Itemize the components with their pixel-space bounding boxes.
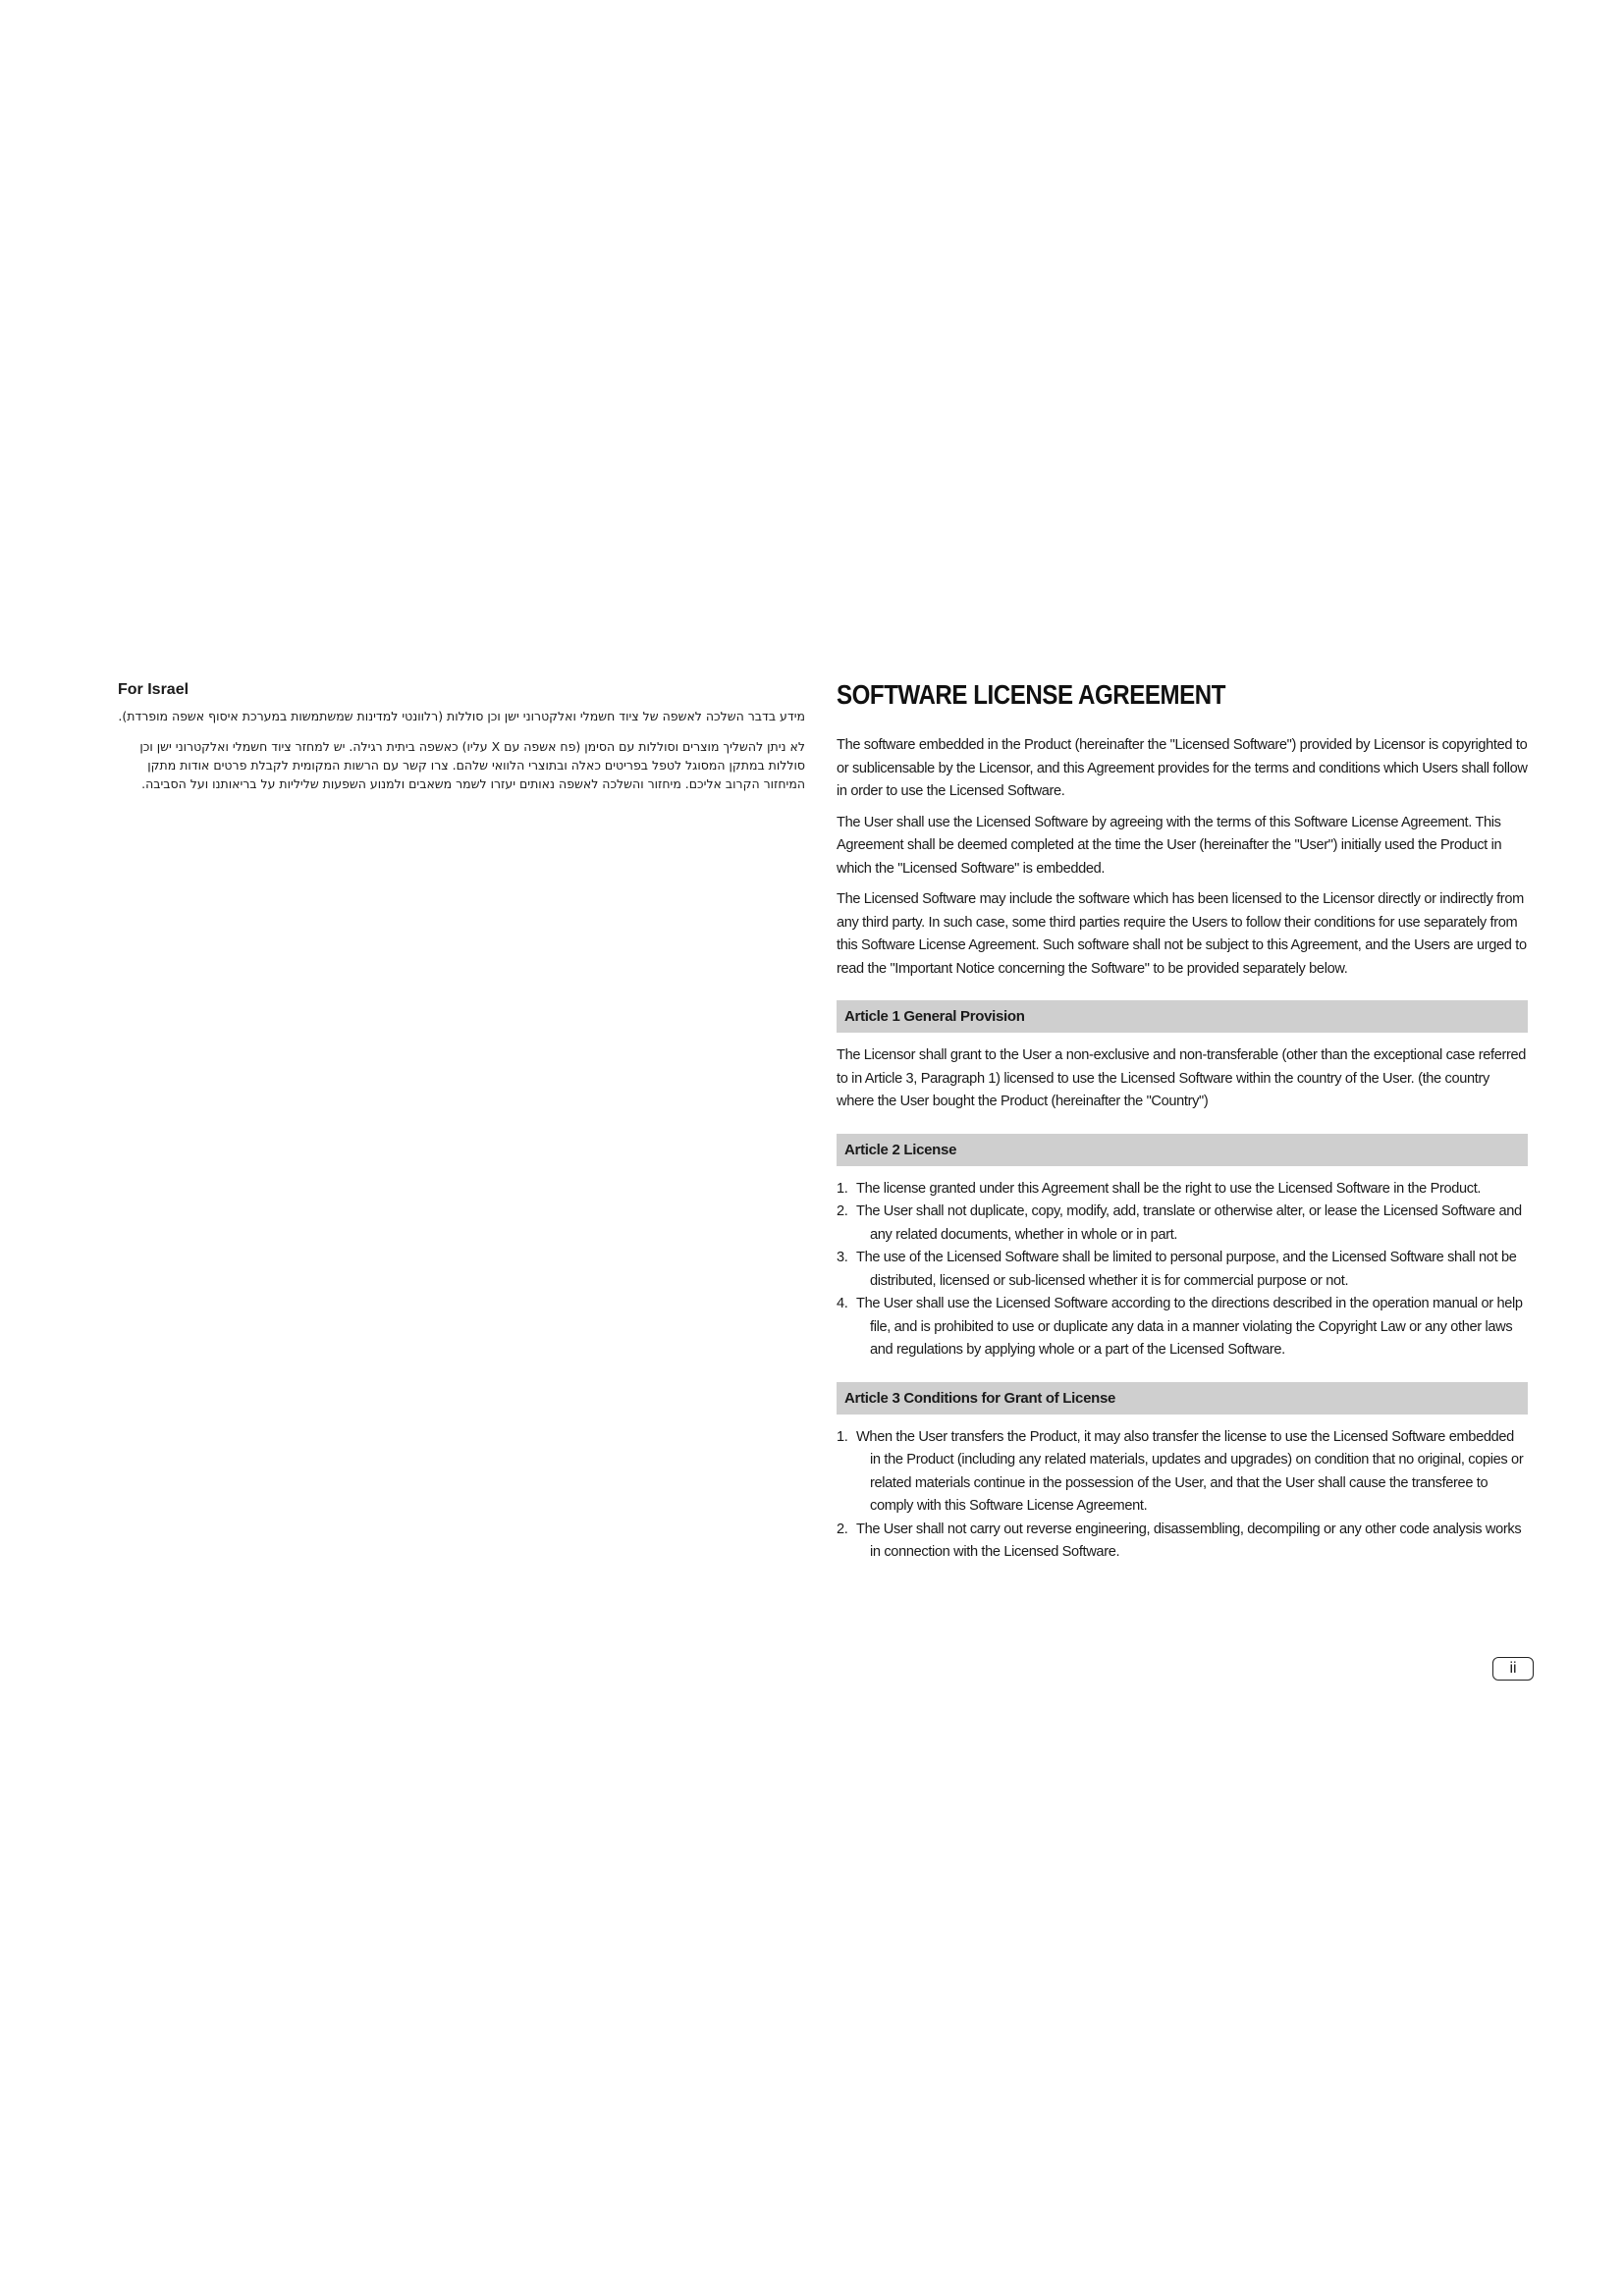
article-2-list	[837, 1178, 1528, 1362]
list-item	[837, 1293, 1528, 1362]
item-text: The license granted under this Agreement shall be the right to use the Licensed Software in the Product.	[856, 1180, 1482, 1197]
intro-paragraph-1: The software embedded in the Product (hereinafter the "Licensed Software") provided by Licensor is copyrighted to or sublicensable by the Licensor, and this Agreement provides for the terms and conditions which Users shall follow in order to use the Licensed Software.	[837, 737, 1528, 799]
hebrew-paragraph-1: מידע בדבר השלכה לאשפה של ציוד חשמלי ואלקטרוני ישן וכן סוללות (רלוונטי למדינות שמשתמשות במערכת איסוף אשפה מופרדת).	[118, 709, 805, 723]
item-number: 4.	[837, 1296, 848, 1311]
intro-paragraph-2: The User shall use the Licensed Software by agreeing with the terms of this Software License Agreement. This Agreement shall be deemed completed at the time the User (hereinafter the "User") initially used the Product in which the "Licensed Software" is embedded.	[837, 814, 1502, 877]
item-text: The User shall not carry out reverse engineering, disassembling, decompiling or any other code analysis works in connection with the Licensed Software.	[856, 1521, 1522, 1560]
list-item	[837, 1178, 1528, 1201]
page-number: ii	[1492, 1657, 1534, 1681]
israel-heading: For Israel	[118, 681, 189, 698]
list-item	[837, 1426, 1528, 1519]
intro-paragraph-3: The Licensed Software may include the software which has been licensed to the Licensor directly or indirectly from any third party. In such case, some third parties require the Users to follow their conditions for use separately from this Software License Agreement. Such software shall not be subject to this Agreement, and the Users are urged to read the "Important Notice concerning the Software" to be provided separately below.	[837, 891, 1527, 977]
item-number: 1.	[837, 1428, 848, 1445]
item-text: The use of the Licensed Software shall be limited to personal purpose, and the Licensed Software shall not be distributed, licensed or sub-licensed whether it is for commercial purpose or not.	[856, 1250, 1517, 1289]
item-text: When the User transfers the Product, it may also transfer the license to use the Licensed Software embedded in the Product (including any related materials, updates and upgrades) on condition that no original, copies or related materials continue in the possession of the User, and that the User shall cause the transferee to comply with this Software License Agreement.	[856, 1428, 1524, 1514]
article-3-heading: Article 3 Conditions for Grant of License	[837, 1382, 1528, 1415]
item-number: 1.	[837, 1180, 848, 1197]
item-number: 2.	[837, 1521, 848, 1537]
list-item	[837, 1247, 1528, 1293]
item-number: 3.	[837, 1250, 848, 1265]
item-number: 2.	[837, 1203, 848, 1219]
hebrew-paragraph-2: לא ניתן להשליך מוצרים וסוללות עם הסימן (פח אשפה עם X עליו) כאשפה ביתית רגילה. יש למחזר ציוד חשמלי ואלקטרוני ישן וכן סוללות במתקן המסוגל לטפל בפריטים כאלה ובתוצרי הלוואי שלהם. צרו קשר עם הרשות המקומית לקבלת פרטים אודות מתקן המיחזור הקרוב אליכם. מיחזור והשלכה לאשפה נאותים יעזרו לשמר משאבים ולמנוע השפעות שליליות על בריאותנו ועל הסביבה.	[139, 739, 805, 791]
license-agreement-section	[837, 679, 1528, 1565]
item-text: The User shall not duplicate, copy, modify, add, translate or otherwise alter, or lease the Licensed Software and any related documents, whether in whole or in part.	[856, 1203, 1522, 1243]
list-item	[837, 1201, 1528, 1247]
article-3-list	[837, 1426, 1528, 1565]
list-item	[837, 1519, 1528, 1565]
page-title: SOFTWARE LICENSE AGREEMENT	[837, 679, 1225, 710]
article-1-text: The Licensor shall grant to the User a non-exclusive and non-transferable (other than the exceptional case referred to in Article 3, Paragraph 1) licensed to use the Licensed Software within the country of the User. (the country where the User bought the Product (hereinafter the "Country")	[837, 1047, 1527, 1109]
article-2-heading: Article 2 License	[837, 1134, 1528, 1166]
article-1-heading: Article 1 General Provision	[837, 1000, 1528, 1033]
israel-notice-section	[118, 681, 805, 805]
item-text: The User shall use the Licensed Software according to the directions described in the operation manual or help file, and is prohibited to use or duplicate any data in a manner violating the Copyright Law or any other laws and regulations by applying whole or a part of the Licensed Software.	[856, 1296, 1523, 1358]
